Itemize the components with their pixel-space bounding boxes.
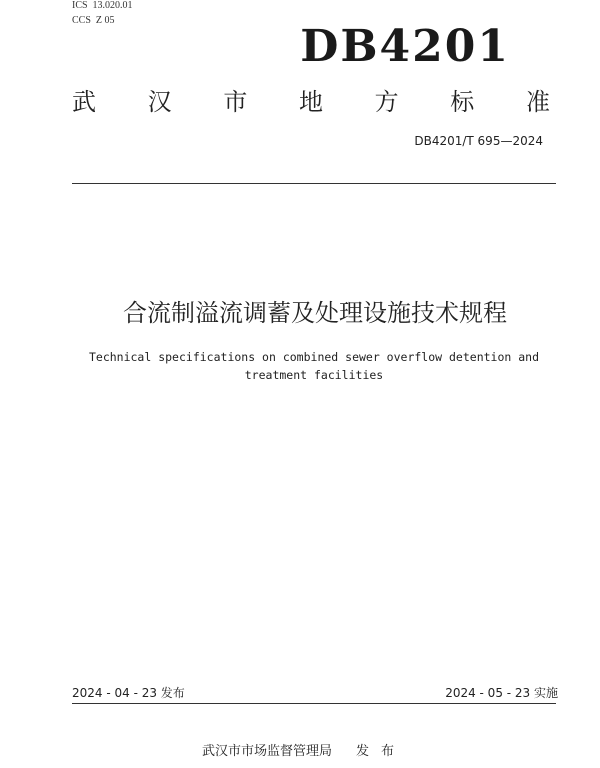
standard-type-char: 市 <box>223 88 248 116</box>
title-english-line: treatment facilities <box>244 368 384 382</box>
standard-type-char: 地 <box>298 88 323 116</box>
title-english-line: Technical specifications on combined sewer overflow detention and <box>88 350 540 364</box>
title-chinese: 合流制溢流调蓄及处理设施技术规程 <box>123 299 507 327</box>
title-english <box>72 348 556 384</box>
standard-type-char: 准 <box>525 88 550 116</box>
standard-type-char: 标 <box>450 88 475 116</box>
issue-verb: 发布 <box>356 744 407 759</box>
standard-type-heading <box>72 86 550 118</box>
standard-type-char: 汉 <box>147 88 172 116</box>
ics-code: ICS 13.020.01 <box>72 0 133 11</box>
issuer-name: 武汉市市场监督管理局 <box>202 744 333 759</box>
standard-type-char: 武 <box>72 88 96 116</box>
issue-date: 2024 - 04 - 23 发布 <box>72 686 185 700</box>
standard-number: DB4201/T 695—2024 <box>414 134 543 148</box>
top-divider <box>72 183 556 184</box>
implementation-date: 2024 - 05 - 23 实施 <box>445 686 558 700</box>
standard-type-char: 方 <box>374 88 399 116</box>
ccs-code: CCS Z 05 <box>72 15 115 26</box>
db-logo: DB4201 <box>300 21 510 72</box>
issuer <box>202 743 406 761</box>
bottom-divider <box>72 703 556 704</box>
